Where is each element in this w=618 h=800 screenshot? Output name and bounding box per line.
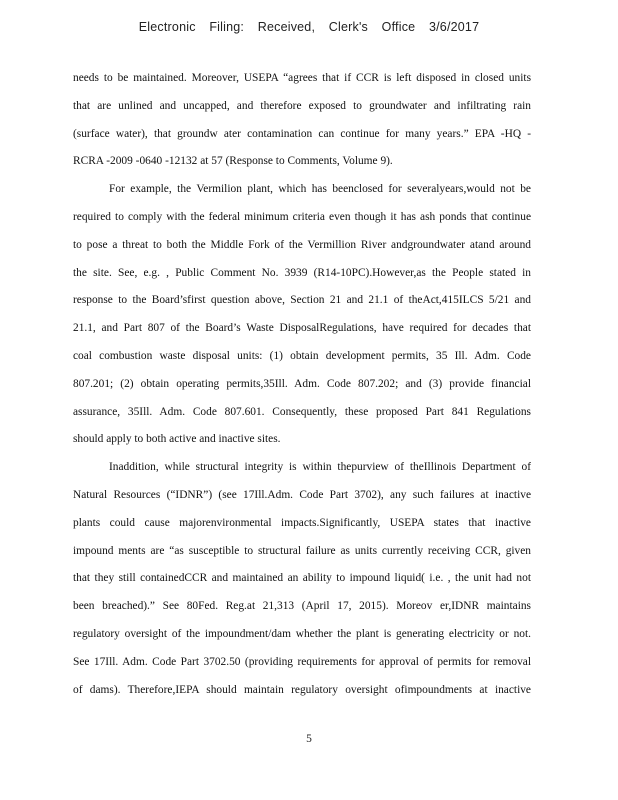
text-line: 807.201; (2) obtain operating permits,35Ill. Adm. Code 807.202; and (3) provide financial <box>73 377 531 390</box>
text-line: the site. See, e.g. , Public Comment No. 3939 (R14-10PC).However,as the People stated in <box>73 266 531 279</box>
text-line: should apply to both active and inactive sites. <box>73 433 281 446</box>
text-line: See 17Ill. Adm. Code Part 3702.50 (providing requirements for approval of permits for removal <box>73 655 531 668</box>
text-line: plants could cause majorenvironmental impacts.Significantly, USEPA states that inactive <box>73 516 531 529</box>
document-body <box>73 65 531 704</box>
text-line: assurance, 35Ill. Adm. Code 807.601. Consequently, these proposed Part 841 Regulations <box>73 405 531 418</box>
text-line: impound ments are “as susceptible to structural failure as units currently receiving CCR, given <box>73 544 531 557</box>
text-line: been breached).” See 80Fed. Reg.at 21,313 (April 17, 2015). Moreov er,IDNR maintains <box>73 600 531 613</box>
text-line: that are unlined and uncapped, and therefore exposed to groundwater and infiltrating rain <box>73 99 531 112</box>
page-number: 5 <box>306 733 312 745</box>
text-line: coal combustion waste disposal units: (1) obtain development permits, 35 Ill. Adm. Code <box>73 349 531 362</box>
text-line: regulatory oversight of the impoundment/dam whether the plant is generating electricity or not. <box>73 627 531 640</box>
text-line: 21.1, and Part 807 of the Board’s Waste DisposalRegulations, have required for decades that <box>73 322 531 335</box>
text-line: Inaddition, while structural integrity is within thepurview of theIllinois Department of <box>109 461 531 474</box>
text-line: of dams). Therefore,IEPA should maintain regulatory oversight ofimpoundments at inactive <box>73 683 531 696</box>
filing-stamp-header: Electronic Filing: Received, Clerk's Office 3/6/2017 <box>138 20 480 34</box>
text-line: Natural Resources (“IDNR”) (see 17Ill.Adm. Code Part 3702), any such failures at inactive <box>73 488 531 501</box>
text-line: RCRA -2009 -0640 -12132 at 57 (Response to Comments, Volume 9). <box>73 155 393 168</box>
text-line: (surface water), that groundw ater contamination can continue for many years.” EPA -HQ - <box>73 127 531 140</box>
text-line: response to the Board’sfirst question above, Section 21 and 21.1 of theAct,415ILCS 5/21 and <box>73 294 531 307</box>
text-line: that they still containedCCR and maintained an ability to impound liquid( i.e. , the unit had not <box>73 572 531 585</box>
text-line: For example, the Vermilion plant, which has beenclosed for severalyears,would not be <box>109 183 531 196</box>
text-line: required to comply with the federal minimum criteria even though it has ash ponds that continue <box>73 210 531 223</box>
text-line: to pose a threat to both the Middle Fork of the Vermillion River andgroundwater atand around <box>73 238 531 251</box>
text-line: needs to be maintained. Moreover, USEPA “agrees that if CCR is left disposed in closed units <box>73 72 531 84</box>
